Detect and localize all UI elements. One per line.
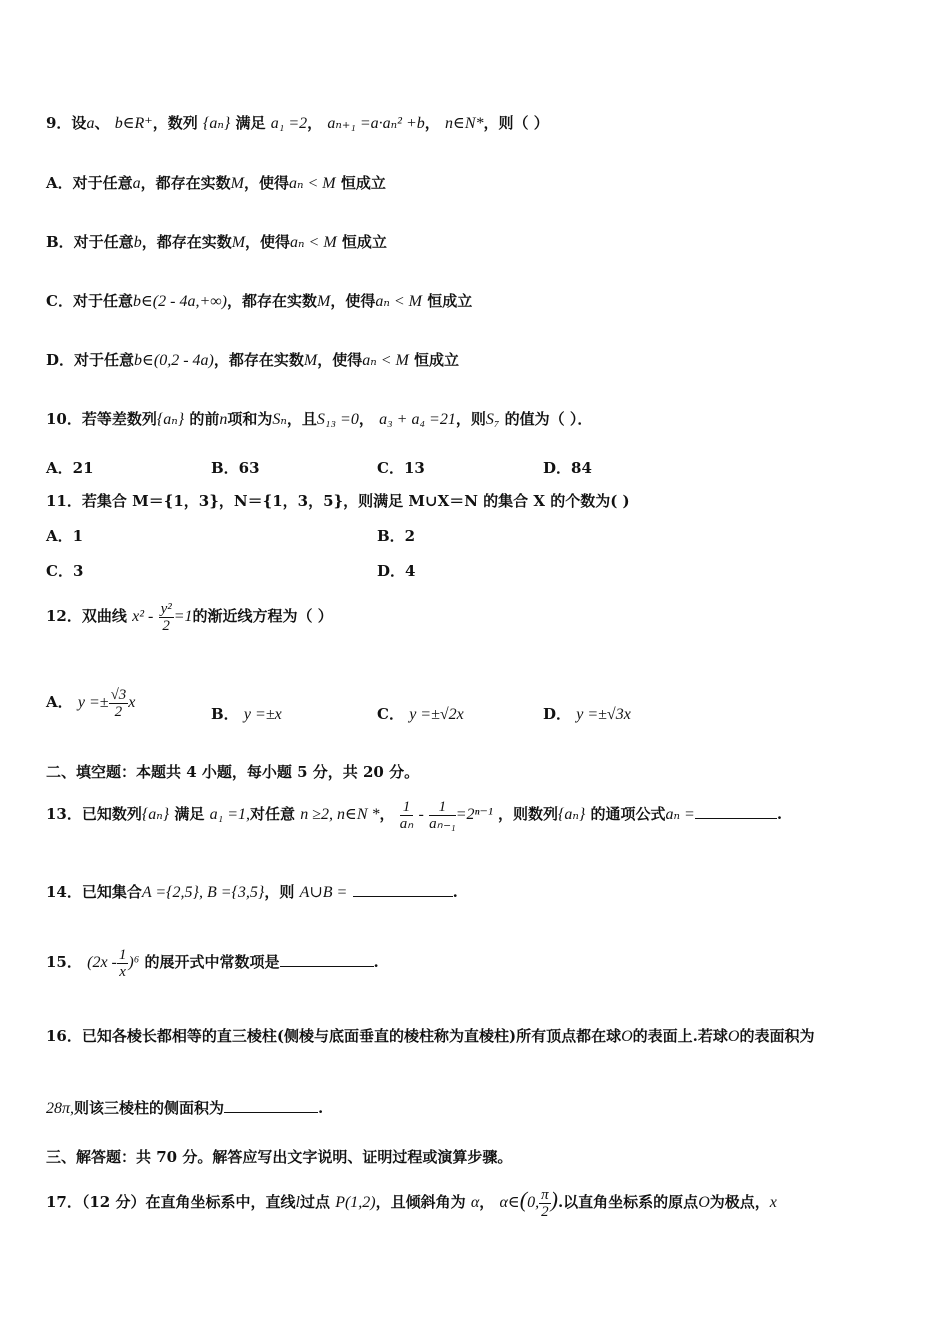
section-2-heading: 二、填空题：本题共 4 小题，每小题 5 分，共 20 分。 bbox=[46, 763, 420, 781]
q12-text: 12．双曲线 bbox=[46, 607, 127, 625]
question-16-cont bbox=[46, 1098, 323, 1119]
option-label: D． bbox=[543, 705, 572, 723]
option-text: 恒成立 bbox=[341, 233, 387, 251]
q12-x2: x² - bbox=[132, 608, 154, 625]
option-text: 恒成立 bbox=[340, 174, 386, 192]
q15-expr: (2x - bbox=[87, 954, 117, 971]
option-expr: y =±√2x bbox=[409, 706, 464, 723]
q17-text: 为极点， bbox=[709, 1193, 770, 1211]
q12-text: 的渐近线方程为（ ） bbox=[192, 607, 333, 625]
q10-text: 的前 bbox=[189, 410, 220, 428]
q9-text: ，数列 bbox=[152, 114, 198, 132]
option-text: ，使得 bbox=[243, 174, 289, 192]
q15-text: 的展开式中常数项是 bbox=[144, 953, 280, 971]
question-13-stem bbox=[46, 794, 782, 835]
q13-sequence: {aₙ} bbox=[558, 806, 586, 823]
q10-text: 的值为（ ）． bbox=[504, 410, 593, 428]
q13-an: aₙ = bbox=[665, 806, 695, 823]
q17-fraction bbox=[539, 1187, 551, 1220]
q13-text: 对任意 bbox=[250, 805, 296, 823]
q17-point: P(1,2) bbox=[335, 1194, 376, 1211]
q16-text: 的表面积为 bbox=[739, 1027, 815, 1045]
q17-text: ，且倾斜角为 bbox=[375, 1193, 466, 1211]
option-text: 恒成立 bbox=[414, 351, 460, 369]
question-12-stem bbox=[46, 598, 333, 635]
q17-range: 0, bbox=[527, 1194, 540, 1211]
frac-den: 2 bbox=[162, 617, 170, 634]
q10-sep: ， bbox=[358, 410, 374, 428]
frac-num: π bbox=[541, 1186, 549, 1203]
answer-blank[interactable] bbox=[695, 804, 777, 819]
q9-sequence: {aₙ} bbox=[203, 115, 231, 132]
q14-end: . bbox=[452, 883, 458, 901]
q9-b-domain: b∈R⁺ bbox=[114, 115, 153, 132]
q9-text: 满足 bbox=[235, 114, 266, 132]
q9-option-b bbox=[46, 232, 387, 253]
q9-recurrence: aₙ₊₁ =a·aₙ² +b bbox=[327, 115, 425, 132]
option-M: M bbox=[230, 175, 244, 192]
option-label: B． bbox=[211, 705, 239, 723]
question-9-stem bbox=[46, 113, 549, 134]
q13-end: . bbox=[776, 805, 783, 823]
q12-option-a bbox=[46, 684, 135, 721]
option-text: 恒成立 bbox=[427, 292, 473, 310]
q10-option-b: B．63 bbox=[211, 459, 260, 477]
q17-text: 17．（12 分）在直角坐标系中，直线 bbox=[46, 1193, 296, 1211]
q16-text: 的表面上.若球 bbox=[632, 1027, 728, 1045]
frac-den: aₙ bbox=[399, 815, 414, 832]
q17-O: O bbox=[698, 1194, 710, 1211]
option-label: C． bbox=[377, 705, 404, 723]
frac-num: y² bbox=[160, 600, 172, 617]
q14-sets: A ={2,5}, B ={3,5} bbox=[141, 884, 265, 901]
section-3-heading: 三、解答题：共 70 分。解答应写出文字说明、证明过程或演算步骤。 bbox=[46, 1148, 513, 1166]
q13-text: 的通项公式 bbox=[590, 805, 666, 823]
option-text: ，都存在实数 bbox=[226, 292, 317, 310]
q13-text: ，则数列 bbox=[498, 805, 559, 823]
q11-option-a: A．1 bbox=[46, 527, 84, 545]
q12-option-b bbox=[211, 703, 282, 724]
q10-sequence: {aₙ} bbox=[156, 411, 185, 428]
option-text: ，使得 bbox=[317, 351, 363, 369]
q16-text: 16．已知各棱长都相等的直三棱柱(侧棱与底面垂直的棱柱称为直棱柱)所有顶点都在球 bbox=[46, 1027, 622, 1045]
q13-text: 13．已知数列 bbox=[46, 805, 142, 823]
q13-sep: ， bbox=[379, 805, 395, 823]
q13-fraction-1 bbox=[400, 799, 413, 832]
q9-n-domain: n∈N* bbox=[445, 115, 484, 132]
q11-option-c: C．3 bbox=[46, 562, 84, 580]
q17-text: .以直角坐标系的原点 bbox=[557, 1193, 699, 1211]
q10-text: ，且 bbox=[286, 410, 317, 428]
q17-alpha: α bbox=[470, 1194, 480, 1211]
q16-end: . bbox=[318, 1099, 324, 1117]
q9-option-c bbox=[46, 291, 472, 312]
option-label: A． bbox=[46, 693, 73, 711]
q14-union: A∪B = bbox=[299, 884, 348, 901]
q9-sep: 、 bbox=[94, 114, 110, 132]
option-text: ，使得 bbox=[330, 292, 376, 310]
q15-expr: )⁶ bbox=[128, 954, 140, 971]
q11-option-d: D．4 bbox=[377, 562, 416, 580]
option-cond: aₙ < M bbox=[362, 352, 409, 369]
q17-text: 过点 bbox=[299, 1193, 330, 1211]
q10-text: 项和为 bbox=[227, 410, 273, 428]
q16-text: 则该三棱柱的侧面积为 bbox=[74, 1099, 225, 1117]
q13-domain: n ≥2, n∈N * bbox=[300, 806, 380, 823]
q12-fraction bbox=[159, 601, 174, 634]
q10-n: n bbox=[219, 411, 228, 428]
frac-den: aₙ₋₁ bbox=[429, 815, 456, 832]
option-expr: y =± bbox=[77, 694, 109, 711]
q17-l: l bbox=[295, 1194, 300, 1211]
option-prefix: C．对于任意 bbox=[46, 292, 133, 310]
option-prefix: D．对于任意 bbox=[46, 351, 135, 369]
q15-label: 15． bbox=[46, 953, 82, 971]
q9-sep: ， bbox=[424, 114, 440, 132]
q10-S13: S₁₃ =0 bbox=[316, 411, 359, 428]
option-var: b∈(2 - 4a,+∞) bbox=[132, 293, 227, 310]
q13-minus: - bbox=[418, 806, 424, 823]
q10-option-a: A．21 bbox=[46, 459, 94, 477]
option-fraction bbox=[109, 687, 129, 720]
q15-end: . bbox=[373, 953, 379, 971]
q10-S7: S₇ bbox=[485, 411, 500, 428]
option-cond: aₙ < M bbox=[375, 293, 422, 310]
question-14-stem bbox=[46, 882, 458, 903]
q10-text: ，则 bbox=[455, 410, 486, 428]
option-text: ，使得 bbox=[245, 233, 291, 251]
frac-den: 2 bbox=[114, 703, 123, 720]
answer-blank[interactable] bbox=[353, 882, 453, 897]
option-expr: y =±x bbox=[243, 706, 282, 723]
option-text: ，都存在实数 bbox=[141, 233, 232, 251]
q9-sep: ， bbox=[307, 114, 323, 132]
frac-num: √3 bbox=[110, 686, 127, 703]
q9-text: 9．设 bbox=[46, 114, 87, 132]
frac-num: 1 bbox=[429, 799, 456, 816]
q9-text: ，则（ ） bbox=[483, 114, 549, 132]
q9-option-a bbox=[46, 173, 386, 194]
question-10-stem bbox=[46, 409, 592, 430]
q16-O: O bbox=[727, 1028, 740, 1045]
question-16-stem bbox=[46, 1026, 814, 1047]
option-text: ，都存在实数 bbox=[213, 351, 304, 369]
q11-option-b: B．2 bbox=[377, 527, 416, 545]
option-prefix: A．对于任意 bbox=[46, 174, 133, 192]
q12-option-c bbox=[377, 703, 464, 724]
frac-den: 2 bbox=[541, 1203, 549, 1220]
option-M: M bbox=[317, 293, 331, 310]
answer-blank[interactable] bbox=[280, 952, 374, 967]
option-expr: y =±√3x bbox=[576, 706, 631, 723]
question-15-stem bbox=[46, 942, 379, 983]
q17-sep: ， bbox=[479, 1193, 495, 1211]
q13-fraction-2 bbox=[429, 799, 456, 832]
option-expr: x bbox=[128, 694, 136, 711]
q9-initial: a₁ =2 bbox=[270, 115, 308, 132]
q13-initial: a₁ =1, bbox=[209, 806, 250, 823]
option-M: M bbox=[303, 352, 318, 369]
option-var: b bbox=[133, 234, 142, 251]
q10-option-c: C．13 bbox=[377, 459, 425, 477]
question-11-stem: 11．若集合 M＝{1，3}，N＝{1，3，5}，则满足 M∪X＝N 的集合 X 的个数为( ) bbox=[46, 492, 630, 510]
question-17-stem: 17．（12 分）在直角坐标系中，直线l过点 P(1,2)，且倾斜角为 α， α∈(0, $\frac{\pi}{2}$ ).以直角坐标系的原点O为极点，x bbox=[46, 1186, 777, 1220]
frac-num: 1 bbox=[118, 946, 127, 963]
q12-option-d bbox=[543, 703, 631, 724]
q17-x: x bbox=[769, 1194, 777, 1211]
q12-eq: =1 bbox=[173, 608, 193, 625]
q17-range: α∈ bbox=[499, 1194, 520, 1211]
q13-rhs: =2ⁿ⁻¹ bbox=[455, 806, 493, 823]
option-cond: aₙ < M bbox=[290, 234, 337, 251]
q10-sum: a₃ + a₄ =21 bbox=[379, 411, 456, 428]
q16-area: 28π, bbox=[46, 1100, 75, 1117]
option-var: a bbox=[132, 175, 141, 192]
q13-sequence: {aₙ} bbox=[141, 806, 170, 823]
q10-Sn: Sₙ bbox=[272, 411, 287, 428]
q13-text: 满足 bbox=[174, 805, 205, 823]
frac-den: x bbox=[119, 963, 126, 980]
frac-num: 1 bbox=[400, 799, 413, 816]
option-prefix: B．对于任意 bbox=[46, 233, 134, 251]
option-text: ，都存在实数 bbox=[140, 174, 231, 192]
option-cond: aₙ < M bbox=[289, 175, 336, 192]
q14-text: ，则 bbox=[264, 883, 295, 901]
q9-var-a: a bbox=[86, 115, 95, 132]
q15-fraction bbox=[117, 947, 129, 980]
option-M: M bbox=[231, 234, 246, 251]
q10-option-d: D．84 bbox=[543, 459, 592, 477]
q9-option-d bbox=[46, 350, 459, 371]
answer-blank[interactable] bbox=[224, 1098, 318, 1113]
q16-O: O bbox=[621, 1028, 633, 1045]
q14-text: 14．已知集合 bbox=[46, 883, 142, 901]
q10-text: 10．若等差数列 bbox=[46, 410, 157, 428]
option-var: b∈(0,2 - 4a) bbox=[134, 352, 214, 369]
